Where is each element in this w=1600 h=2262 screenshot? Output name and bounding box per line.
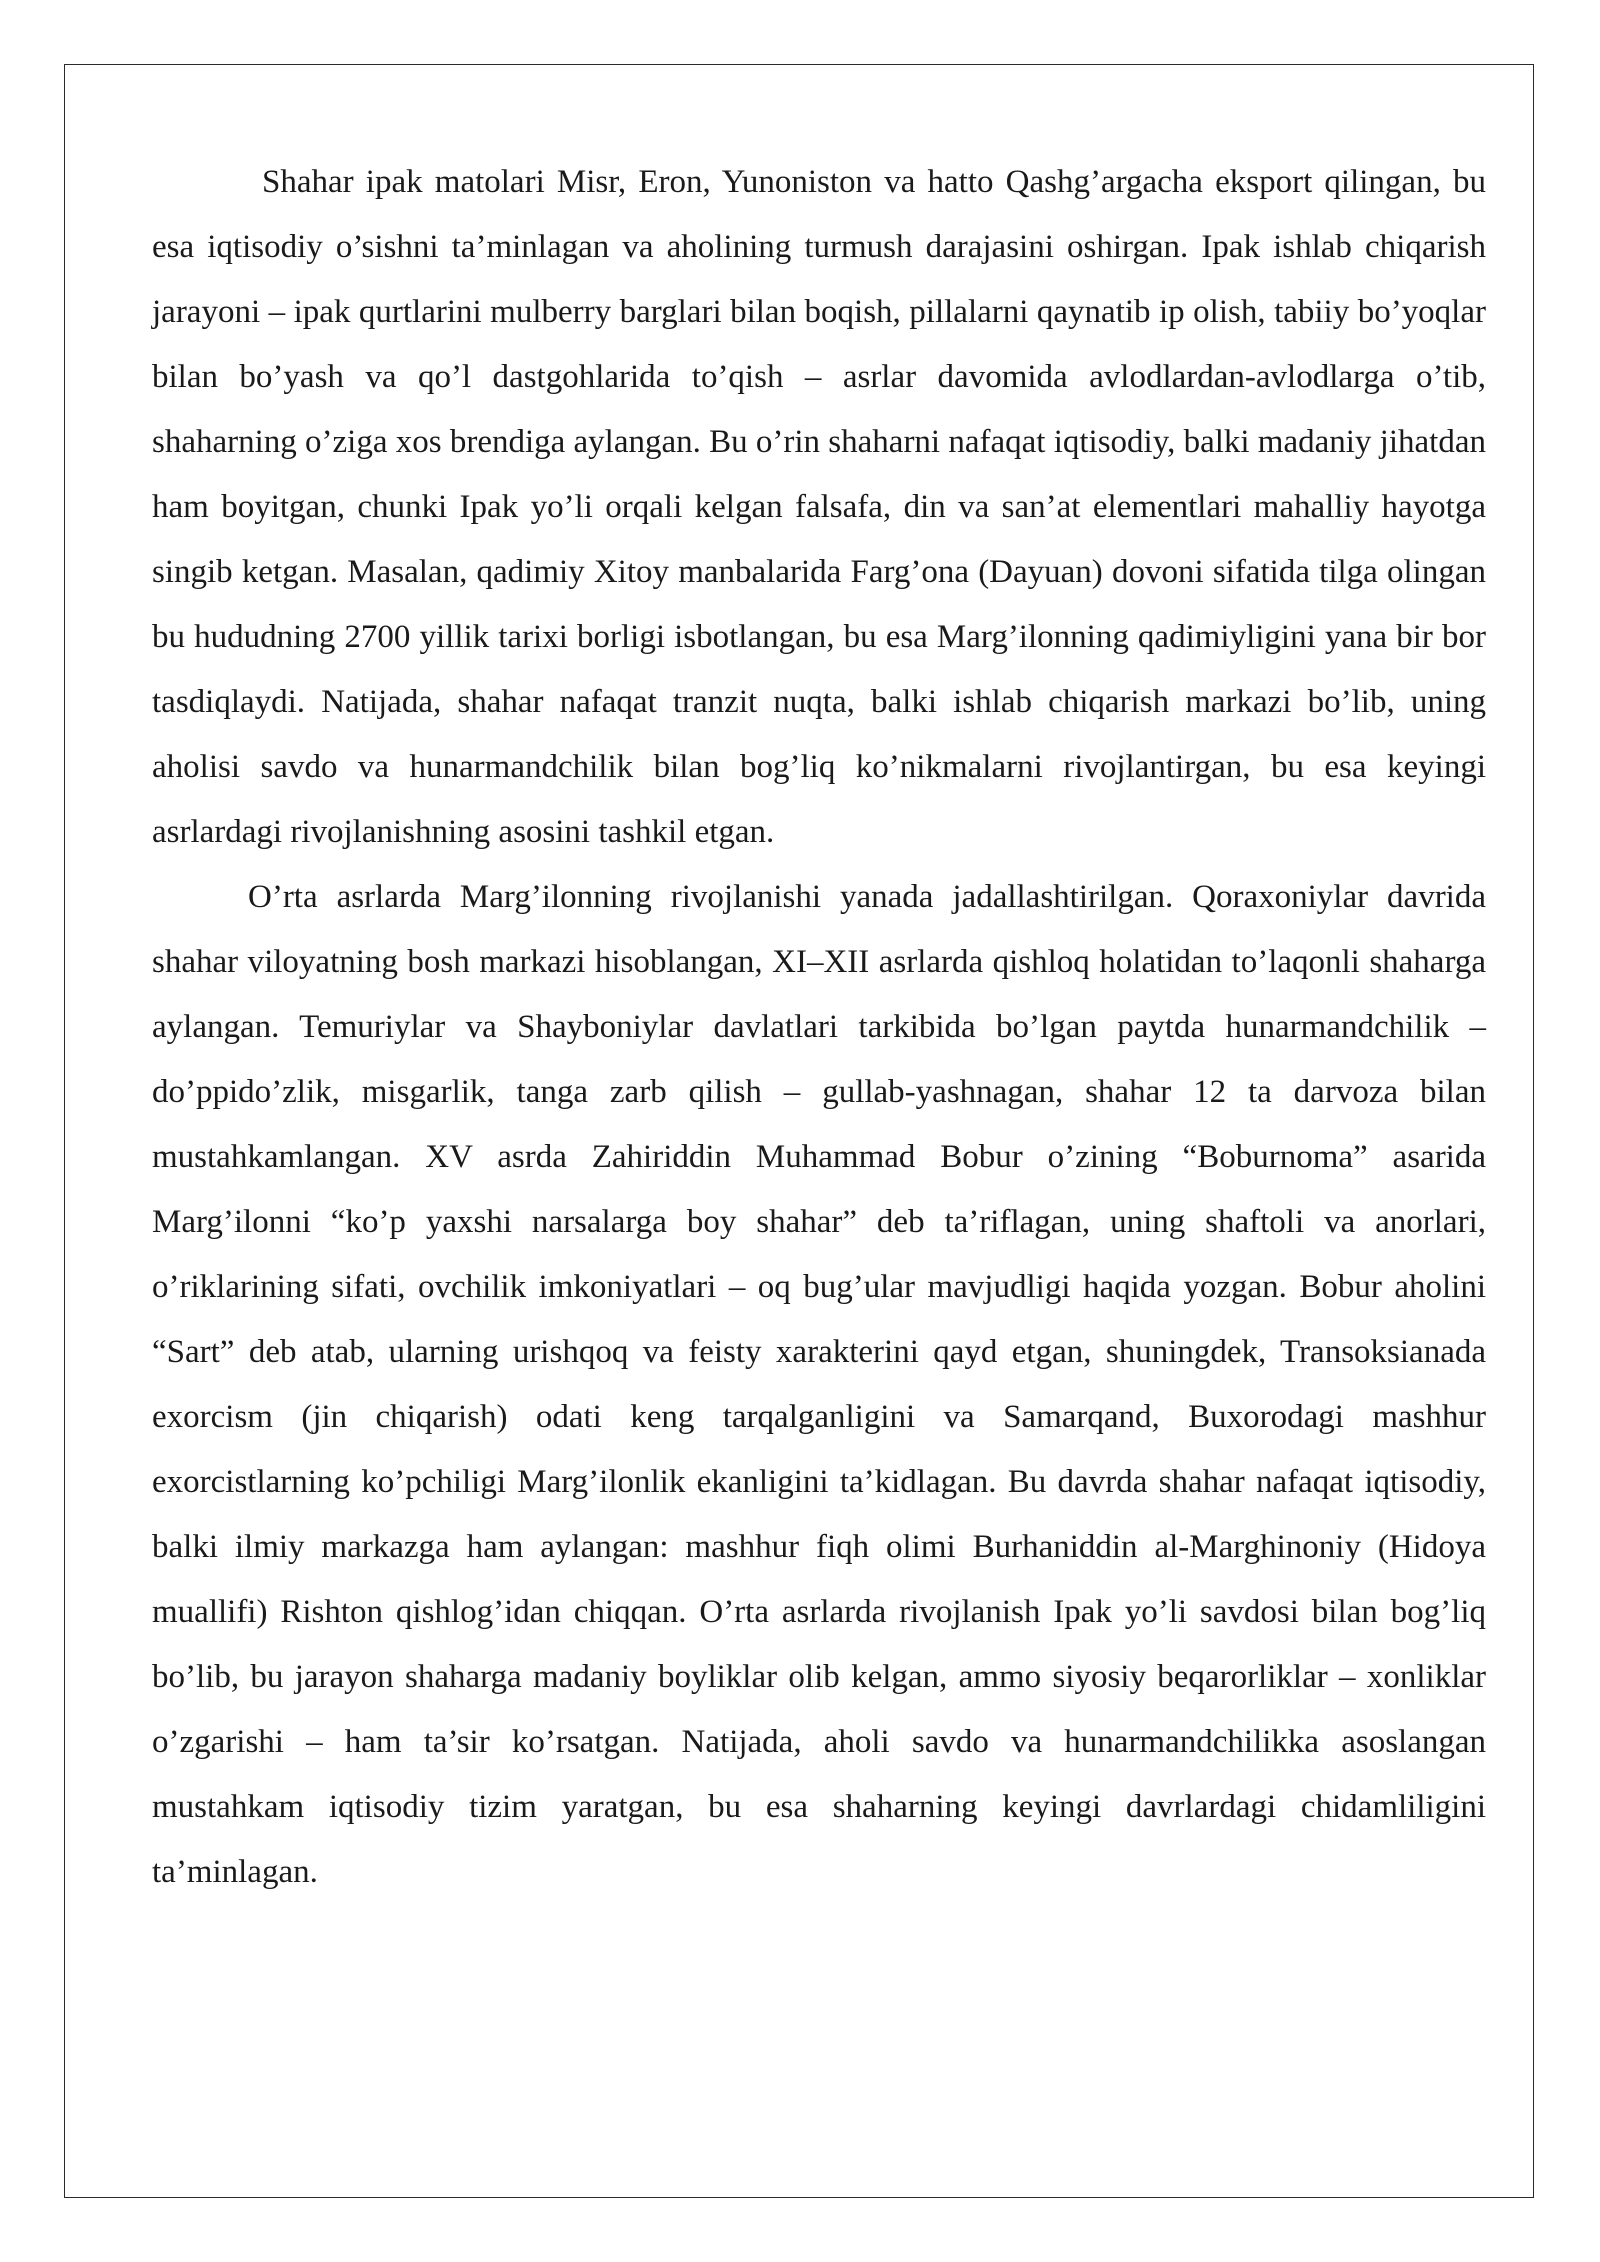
- document-body: [152, 150, 1486, 1905]
- paragraph-1: Shahar ipak matolari Misr, Eron, Yunoniston va hatto Qashg’argacha eksport qilingan, bu esa iqtisodiy o’sishni ta’minlagan va aholining turmush darajasini oshirgan. Ipak ishlab chiqarish jarayoni – ipak qurtlarini mulberry barglari bilan boqish, pillalarni qaynatib ip olish, tabiiy bo’yoqlar bilan bo’yash va qo’l dastgohlarida to’qish – asrlar davomida avlodlardan-avlodlarga o’tib, shaharning o’ziga xos brendiga aylangan. Bu o’rin shaharni nafaqat iqtisodiy, balki madaniy jihatdan ham boyitgan, chunki Ipak yo’li orqali kelgan falsafa, din va san’at elementlari mahalliy hayotga singib ketgan. Masalan, qadimiy Xitoy manbalarida Farg’ona (Dayuan) dovoni sifatida tilga olingan bu hududning 2700 yillik tarixi borligi isbotlangan, bu esa Marg’ilonning qadimiyligini yana bir bor tasdiqlaydi. Natijada, shahar nafaqat tranzit nuqta, balki ishlab chiqarish markazi bo’lib, uning aholisi savdo va hunarmandchilik bilan bog’liq ko’nikmalarni rivojlantirgan, bu esa keyingi asrlardagi rivojlanishning asosini tashkil etgan.: [152, 164, 1486, 850]
- paragraph-2: O’rta asrlarda Marg’ilonning rivojlanishi yanada jadallashtirilgan. Qoraxoniylar davrida shahar viloyatning bosh markazi hisoblangan, XI–XII asrlarda qishloq holatidan to’laqonli shaharga aylangan. Temuriylar va Shayboniylar davlatlari tarkibida bo’lgan paytda hunarmandchilik – do’ppido’zlik, misgarlik, tanga zarb qilish – gullab-yashnagan, shahar 12 ta darvoza bilan mustahkamlangan. XV asrda Zahiriddin Muhammad Bobur o’zining “Boburnoma” asarida Marg’ilonni “ko’p yaxshi narsalarga boy shahar” deb ta’riflagan, uning shaftoli va anorlari, o’riklarining sifati, ovchilik imkoniyatlari – oq bug’ular mavjudligi haqida yozgan. Bobur aholini “Sart” deb atab, ularning urishqoq va feisty xarakterini qayd etgan, shuningdek, Transoksianada exorcism (jin chiqarish) odati keng tarqalganligini va Samarqand, Buxorodagi mashhur exorcistlarning ko’pchiligi Marg’ilonlik ekanligini ta’kidlagan. Bu davrda shahar nafaqat iqtisodiy, balki ilmiy markazga ham aylangan: mashhur fiqh olimi Burhaniddin al-Marghinoniy (Hidoya muallifi) Rishton qishlog’idan chiqqan. O’rta asrlarda rivojlanish Ipak yo’li savdosi bilan bog’liq bo’lib, bu jarayon shaharga madaniy boyliklar olib kelgan, ammo siyosiy beqarorliklar – xonliklar o’zgarishi – ham ta’sir ko’rsatgan. Natijada, aholi savdo va hunarmandchilikka asoslangan mustahkam iqtisodiy tizim yaratgan, bu esa shaharning keyingi davrlardagi chidamliligini ta’minlagan.: [152, 879, 1486, 1890]
